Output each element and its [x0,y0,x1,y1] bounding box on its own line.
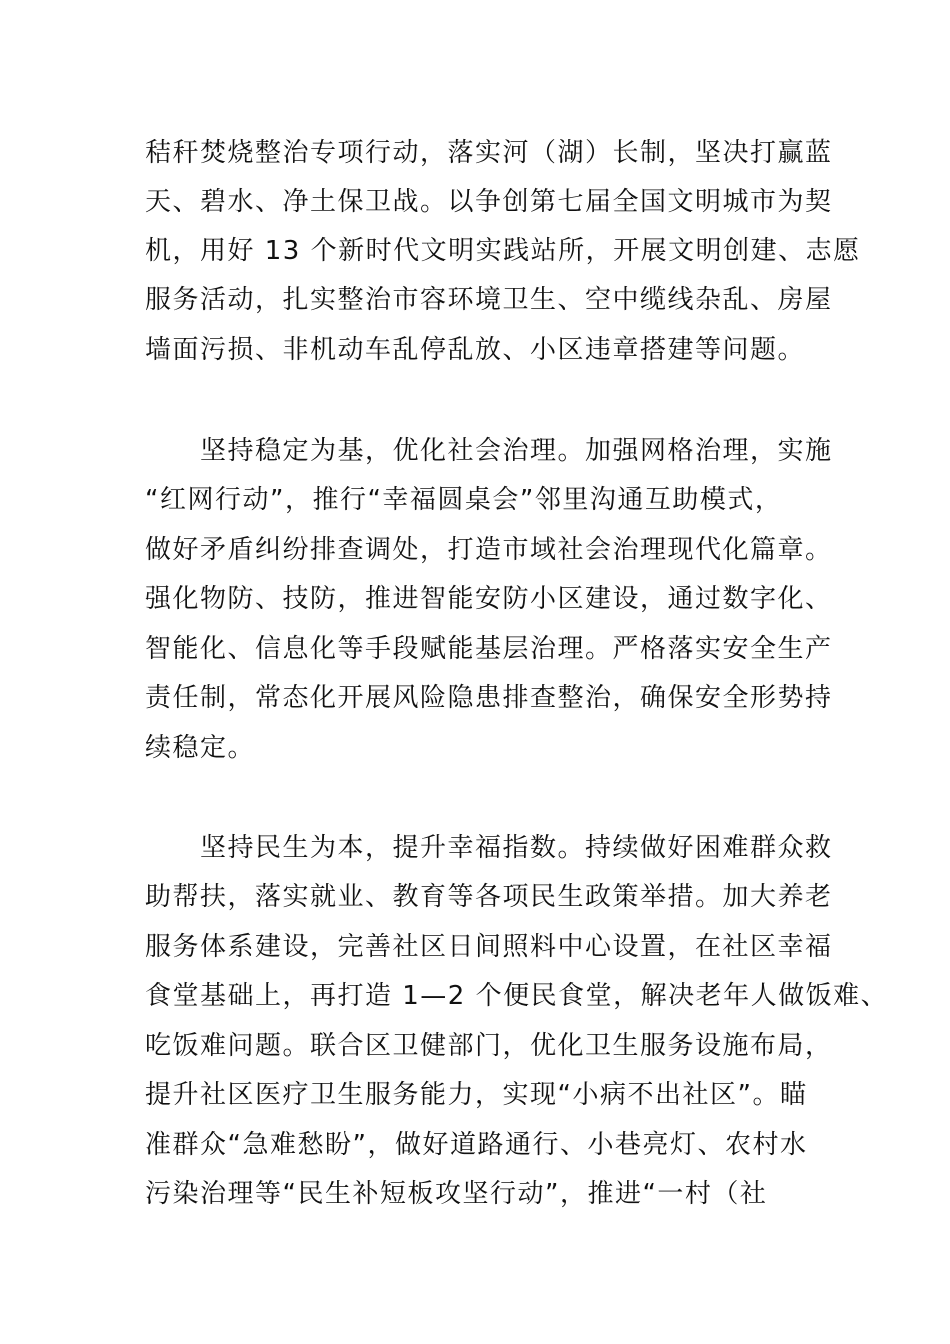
paragraph-3-line-7: 准群众“急难愁盼”，做好道路通行、小巷亮灯、农村水 [145,1130,808,1160]
paragraph-3-line-6: 提升社区医疗卫生服务能力，实现“小病不出社区”。瞄 [145,1080,808,1110]
paragraph-1-line-1: 秸秆焚烧整治专项行动，落实河（湖）长制，坚决打赢蓝 [145,138,833,168]
paragraph-2-line-3: 做好矛盾纠纷排查调处，打造市域社会治理现代化篇章。 [145,535,833,565]
paragraph-3-line-5: 吃饭难问题。联合区卫健部门，优化卫生服务设施布局， [145,1031,833,1061]
paragraph-1-line-4: 服务活动，扎实整治市容环境卫生、空中缆线杂乱、房屋 [145,285,833,315]
paragraph-3-line-2: 助帮扶，落实就业、教育等各项民生政策举措。加大养老 [145,882,833,912]
paragraph-3-line-1: 坚持民生为本，提升幸福指数。持续做好困难群众救 [145,833,833,863]
paragraph-2-line-1: 坚持稳定为基，优化社会治理。加强网格治理，实施 [145,436,833,466]
paragraph-2-line-7: 续稳定。 [145,733,256,763]
paragraph-3-line-8: 污染治理等“民生补短板攻坚行动”，推进“一村（社 [145,1179,768,1209]
paragraph-3-line-4: 食堂基础上，再打造 1—2 个便民食堂，解决老年人做饭难、 [145,981,889,1011]
paragraph-2-line-2: “红网行动”，推行“幸福圆桌会”邻里沟通互助模式， [145,485,783,515]
paragraph-1-line-3: 机，用好 13 个新时代文明实践站所，开展文明创建、志愿 [145,236,861,266]
paragraph-1-line-2: 天、碧水、净土保卫战。以争创第七届全国文明城市为契 [145,187,833,217]
paragraph-2-line-6: 责任制，常态化开展风险隐患排查整治，确保安全形势持 [145,683,833,713]
paragraph-1-line-5: 墙面污损、非机动车乱停乱放、小区违章搭建等问题。 [145,335,806,365]
paragraph-2-line-4: 强化物防、技防，推进智能安防小区建设，通过数字化、 [145,584,833,614]
paragraph-2-line-5: 智能化、信息化等手段赋能基层治理。严格落实安全生产 [145,634,833,664]
paragraph-3-line-3: 服务体系建设，完善社区日间照料中心设置，在社区幸福 [145,932,833,962]
